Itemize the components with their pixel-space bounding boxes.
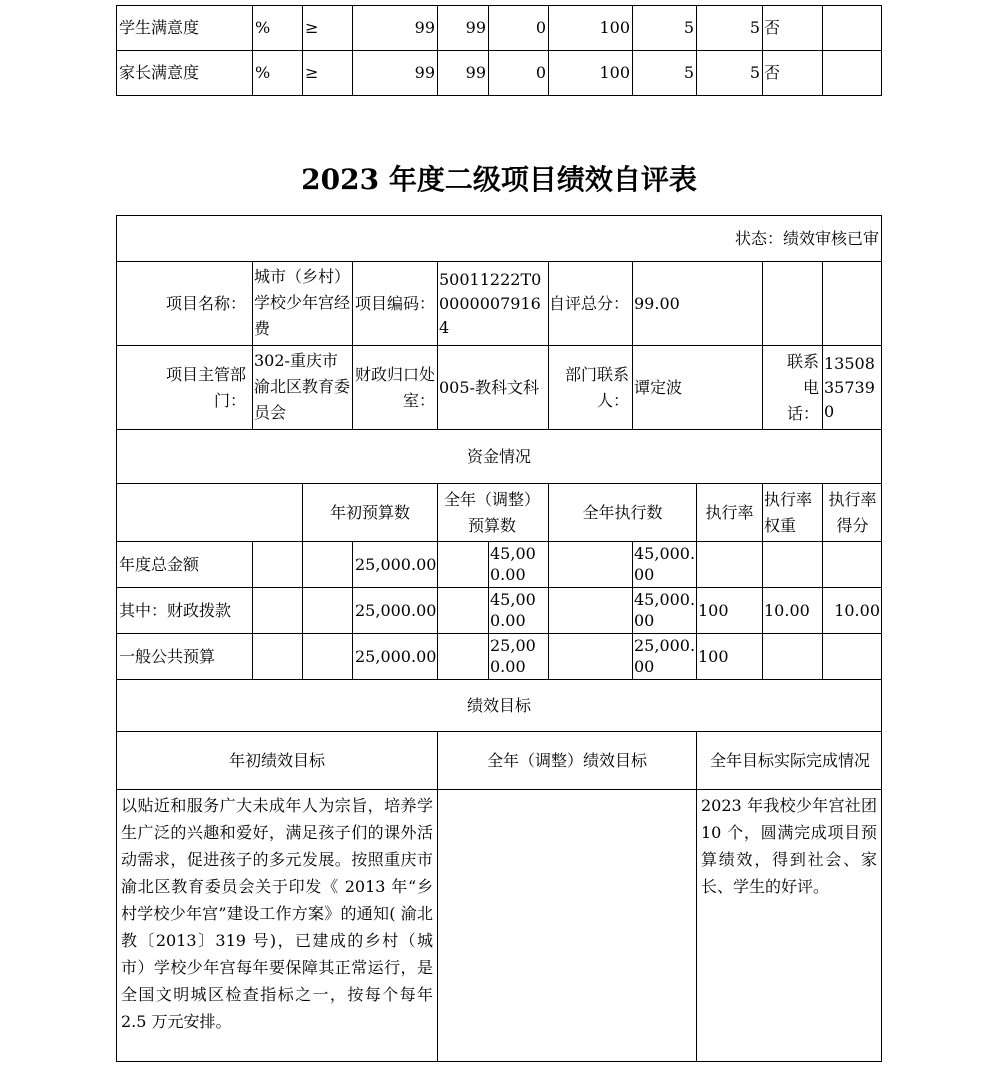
contact-value: 谭定波 [634, 377, 683, 397]
dept-label: 项目主管部门： [165, 364, 246, 410]
value-cell: 99 [414, 18, 435, 37]
initial-goal-header: 年初绩效目标 [228, 750, 325, 770]
exec-weight-cell: 10.00 [764, 600, 810, 620]
exec-weight-cell [764, 542, 821, 587]
value-cell: 5 [749, 63, 760, 82]
exec-rate-cell: 100 [698, 646, 729, 666]
initial-budget-cell: 25,000.00 [355, 554, 437, 574]
adjusted-budget-cell: 25,000.00 [490, 636, 536, 676]
exec-rate-cell: 100 [698, 600, 729, 620]
table-row-label: 学生满意度 [119, 18, 200, 37]
flag-cell: 否 [764, 18, 781, 37]
table-row-label: 年度总金额 [119, 554, 200, 574]
initial-budget-header: 年初预算数 [329, 502, 410, 522]
initial-budget-cell: 25,000.00 [355, 646, 437, 666]
exec-rate-header: 执行率 [705, 502, 754, 522]
adjusted-goal-header: 全年（调整）绩效目标 [486, 750, 647, 770]
operator-cell: ≥ [305, 63, 319, 82]
project-code-value: 50011222T000000079164 [439, 269, 542, 337]
exec-rate-cell [698, 542, 761, 587]
initial-goal-text: 以贴近和服务广大未成年人为宗旨，培养学生广泛的兴趣和爱好，满足孩子们的课外活动需求，促进孩子的多元发展。按照重庆市渝北区教育委员会关于印发《 2013 年“乡村学校少年宫”建设工作方案》的通知( 渝北教〔2013〕319 号)，已建成的乡村（城市）学校少年宫每年要保障其正常运行，是全国文明城区检查指标之一，按每个每年 2.5 万元安排。 [121, 796, 433, 1031]
adjusted-budget-cell: 45,000.00 [490, 544, 536, 584]
page-title: 2023 年度二级项目绩效自评表 [301, 163, 697, 196]
value-cell: 99 [465, 63, 486, 82]
executed-cell: 25,000.00 [634, 636, 696, 676]
exec-weight-header: 执行率权重 [764, 489, 813, 535]
project-name-label: 项目名称： [165, 293, 246, 313]
unit-cell: % [255, 18, 271, 37]
funds-section-title: 资金情况 [466, 446, 531, 466]
status-badge: 状态：绩效审核已审 [734, 228, 879, 248]
phone-value: 13508357390 [824, 353, 875, 421]
value-cell: 99 [465, 18, 486, 37]
value-cell: 5 [683, 18, 694, 37]
phone-label: 联系电话： [786, 351, 819, 423]
value-cell: 99 [414, 63, 435, 82]
executed-cell: 45,000.00 [634, 590, 696, 630]
operator-cell: ≥ [305, 18, 319, 37]
value-cell: 5 [683, 63, 694, 82]
table-row-label: 一般公共预算 [119, 646, 216, 666]
unit-cell: % [255, 63, 271, 82]
finance-office-value: 005-教科文科 [439, 377, 539, 397]
initial-budget-cell: 25,000.00 [355, 600, 437, 620]
adjusted-budget-header: 全年（调整）预算数 [444, 489, 541, 535]
exec-score-header: 执行率得分 [828, 489, 877, 535]
dept-value: 302-重庆市渝北区教育委员会 [254, 351, 350, 422]
adjusted-budget-cell: 45,000.00 [490, 590, 536, 630]
actual-goal-text: 2023 年我校少年宫社团 10 个，圆满完成项目预算绩效，得到社会、家长、学生的好评。 [701, 796, 877, 896]
value-cell: 0 [535, 18, 546, 37]
exec-weight-cell [764, 634, 821, 679]
executed-header: 全年执行数 [582, 502, 663, 522]
contact-label: 部门联系人： [564, 364, 629, 410]
flag-cell: 否 [764, 63, 781, 82]
actual-goal-header: 全年目标实际完成情况 [709, 750, 870, 770]
value-cell: 0 [535, 63, 546, 82]
executed-cell: 45,000.00 [634, 544, 696, 584]
goals-section-title: 绩效目标 [466, 695, 531, 715]
exec-score-cell [823, 634, 880, 679]
table-row-label: 家长满意度 [119, 63, 200, 82]
exec-score-cell [823, 542, 880, 587]
project-code-label: 项目编码： [354, 293, 435, 313]
project-name-value: 城市（乡村）学校少年宫经费 [254, 267, 350, 338]
table-row-label: 其中：财政拨款 [119, 600, 232, 620]
adjusted-goal-text [438, 790, 696, 1061]
value-cell: 100 [599, 18, 630, 37]
self-score-label: 自评总分： [549, 293, 629, 313]
self-score-value: 99.00 [634, 293, 680, 313]
value-cell: 100 [599, 63, 630, 82]
value-cell: 5 [749, 18, 760, 37]
exec-score-cell: 10.00 [834, 600, 880, 620]
finance-office-label: 财政归口处室： [354, 364, 435, 410]
